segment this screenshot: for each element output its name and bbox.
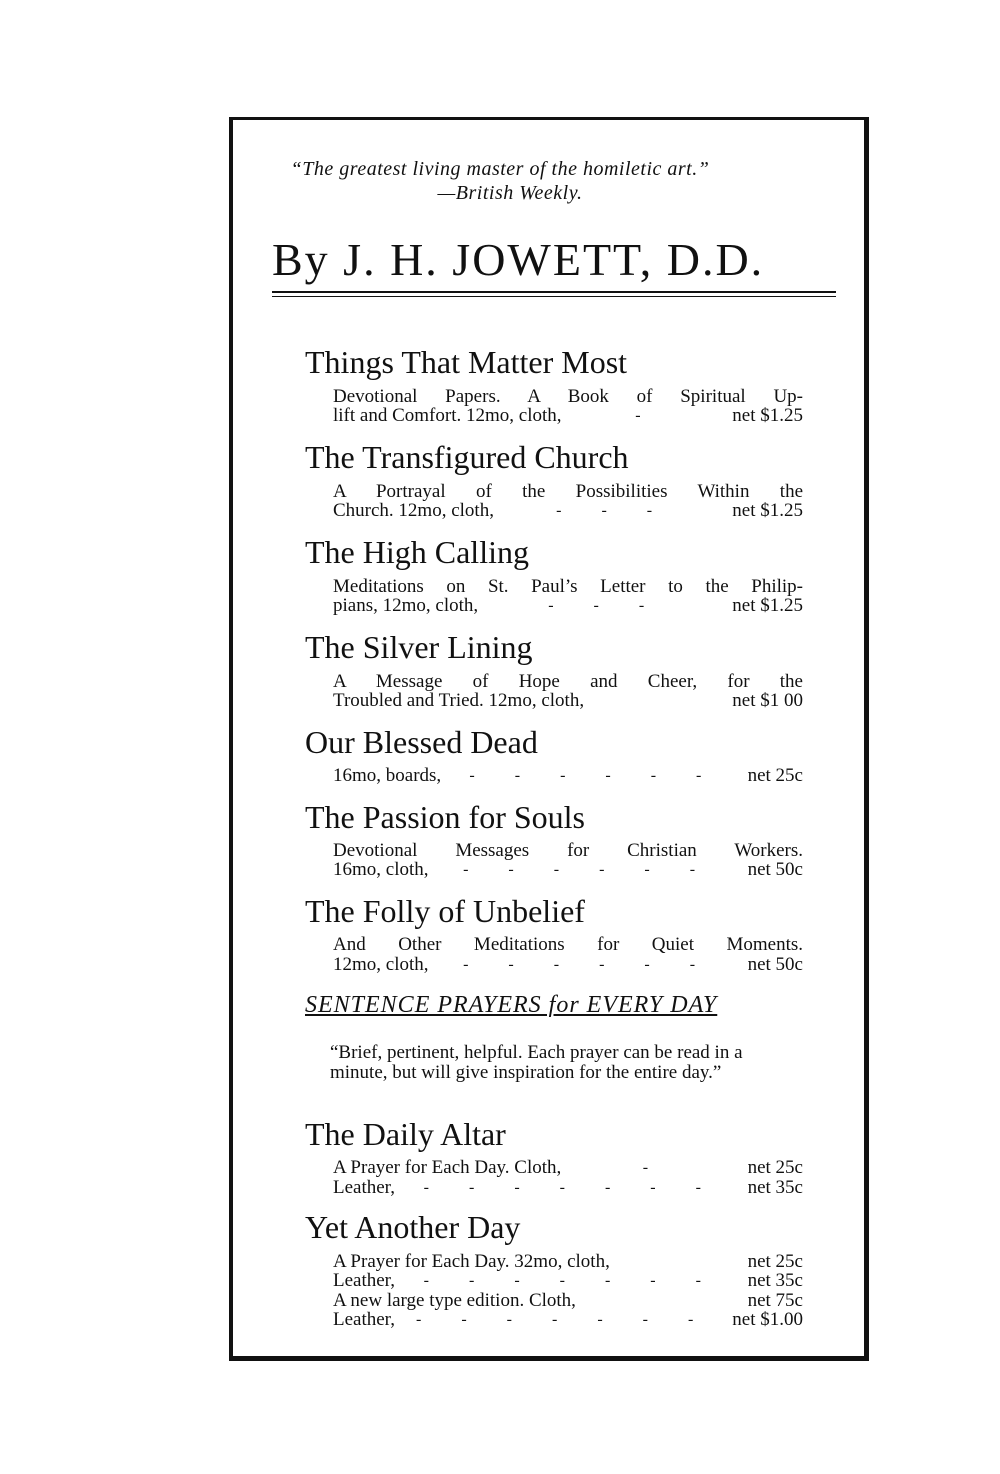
leader-dots [610,1252,748,1271]
price-text: net 35c [747,1270,803,1291]
price-text: net 35c [747,1177,803,1198]
review-quote: “The greatest living master of the homiletic art.” [290,158,710,180]
leader-dots: - - - - - - [469,767,720,784]
byline-rule-bottom [272,296,836,297]
price-text: net 50c [747,954,803,975]
leader-dots: - - - - - - - [423,1272,719,1289]
format-text: 16mo, cloth, [333,859,429,880]
book-title: The Passion for Souls [305,799,585,835]
format-text: pians, 12mo, cloth, [333,595,479,616]
price-line [333,691,803,710]
price-text: net $1.25 [732,405,803,426]
price-line [333,766,803,785]
price-text: net $1.25 [732,595,803,616]
book-title: The Transfigured Church [305,439,629,475]
book-title: Yet Another Day [305,1209,521,1245]
price-line [333,406,803,425]
format-text: 12mo, cloth, [333,954,429,975]
format-text: 16mo, boards, [333,765,442,786]
price-line [333,1178,803,1197]
book-description: Devotional Papers. A Book of Spiritual Up- [333,386,803,407]
book-description: A Portrayal of the Possibilities Within the [333,481,803,502]
book-description: And Other Meditations for Quiet Moments. [333,934,803,955]
price-line [333,955,803,974]
leader-dots: - - - - - - [463,861,714,878]
price-line [333,501,803,520]
price-line [333,1271,803,1290]
book-description: Devotional Messages for Christian Workers. [333,840,803,861]
leader-dots [576,1291,748,1310]
price-text: net $1 00 [732,690,803,711]
price-line [333,860,803,879]
leader-dots: - - - - - - [463,956,714,973]
price-text: net $1.25 [732,500,803,521]
book-title: The High Calling [305,534,529,570]
format-text: Church. 12mo, cloth, [333,500,494,521]
price-text: net 75c [747,1290,803,1311]
price-line [333,1310,803,1329]
section-heading: SENTENCE PRAYERS for EVERY DAY [305,992,718,1018]
leader-dots: - - - [556,502,671,519]
price-line [333,1291,803,1310]
price-text: net $1.00 [732,1309,803,1330]
format-text: Leather, [333,1309,396,1330]
format-text: Troubled and Tried. 12mo, cloth, [333,690,585,711]
book-description: A Message of Hope and Cheer, for the [333,671,803,692]
format-text: lift and Comfort. 12mo, cloth, [333,405,562,426]
leader-dots [584,691,732,710]
price-text: net 25c [747,765,803,786]
format-text: A Prayer for Each Day. 32mo, cloth, [333,1251,610,1272]
book-description: Meditations on St. Paul’s Letter to the Philip- [333,576,803,597]
book-title: The Silver Lining [305,629,533,665]
review-source: —British Weekly. [437,182,583,204]
price-text: net 50c [747,859,803,880]
book-title: The Daily Altar [305,1116,506,1152]
book-title: Things That Matter Most [305,344,628,380]
book-title: The Folly of Unbelief [305,893,585,929]
price-line [333,596,803,615]
format-text: Leather, [333,1177,396,1198]
format-text: A Prayer for Each Day. Cloth, [333,1157,562,1178]
section-blurb: “Brief, pertinent, helpful. Each prayer can be read in a minute, but will give inspiration for the entire day.” [330,1042,743,1083]
price-text: net 25c [747,1157,803,1178]
leader-dots: - - - [548,597,663,614]
leader-dots: - [635,407,659,424]
format-text: A new large type edition. Cloth, [333,1290,576,1311]
price-line [333,1252,803,1271]
price-line [333,1158,803,1177]
book-title: Our Blessed Dead [305,724,538,760]
price-text: net 25c [747,1251,803,1272]
author-byline: By J. H. JOWETT, D.D. [272,234,765,285]
leader-dots: - - - - - - - [416,1311,712,1328]
leader-dots: - - - - - - - [423,1179,719,1196]
format-text: Leather, [333,1270,396,1291]
byline-rule-top [272,291,836,293]
leader-dots: - [642,1159,667,1176]
